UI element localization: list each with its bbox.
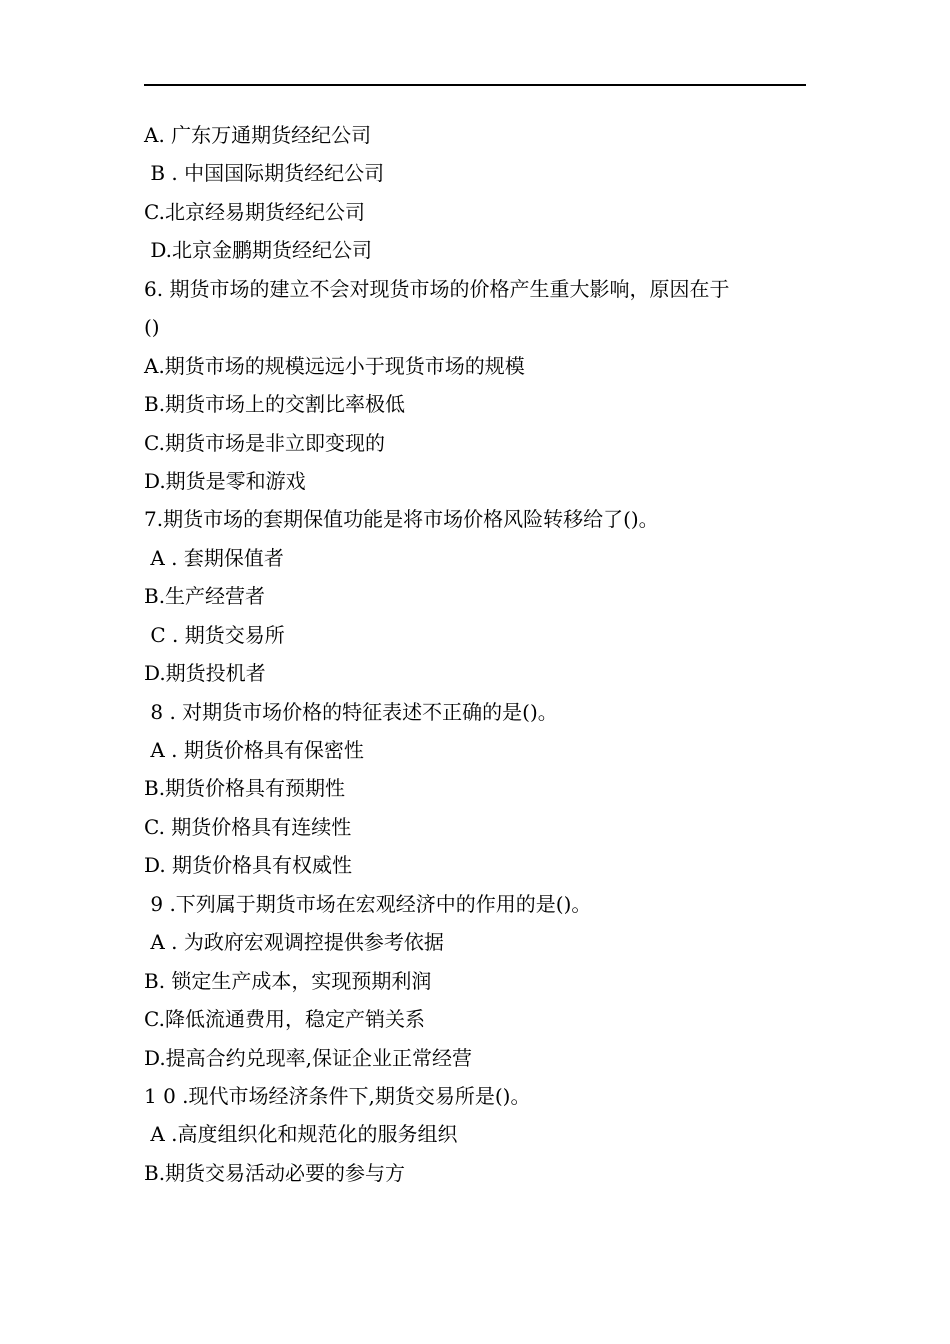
option-line: B.生产经营者 [144,584,266,609]
option-line: A . 期货价格具有保密性 [144,738,364,762]
question-line: 9 .下列属于期货市场在宏观经济中的作用的是()。 [144,891,592,916]
option-line: D.北京金鹏期货经纪公司 [144,238,373,263]
question-line: () [144,315,160,340]
option-line: C.期货市场是非立即变现的 [144,430,385,455]
option-line: B.期货市场上的交割比率极低 [144,392,406,417]
header-rule [144,84,806,86]
option-line: A . 套期保值者 [144,545,284,570]
option-line: C.降低流通费用，稳定产销关系 [144,1007,425,1032]
option-line: D.期货是零和游戏 [144,468,306,493]
option-line: B.期货价格具有预期性 [144,776,346,801]
option-line: A. 广东万通期货经纪公司 [144,123,372,147]
option-line: B.期货交易活动必要的参与方 [144,1160,406,1185]
question-list [144,116,824,1192]
option-line: C. 期货价格具有连续性 [144,814,352,839]
option-line: A .高度组织化和规范化的服务组织 [144,1122,458,1147]
option-line: B . 中国国际期货经纪公司 [144,161,385,186]
option-line: D. 期货价格具有权威性 [144,853,353,878]
option-line: C . 期货交易所 [144,622,285,647]
option-line: A . 为政府宏观调控提供参考依据 [144,930,444,955]
option-line: B. 锁定生产成本，实现预期利润 [144,968,432,993]
question-line: 1 0 .现代市场经济条件下,期货交易所是()。 [144,1083,531,1108]
option-line: A.期货市场的规模远远小于现货市场的规模 [144,353,525,378]
option-line: C.北京经易期货经纪公司 [144,199,365,224]
question-line: 8 . 对期货市场价格的特征表述不正确的是()。 [144,699,558,724]
option-line: D.提高合约兑现率,保证企业正常经营 [144,1045,473,1070]
option-line: D.期货投机者 [144,661,266,686]
question-line: 7.期货市场的套期保值功能是将市场价格风险转移给了()。 [144,507,659,532]
question-line: 6. 期货市场的建立不会对现货市场的价格产生重大影响，原因在于 [144,276,730,301]
